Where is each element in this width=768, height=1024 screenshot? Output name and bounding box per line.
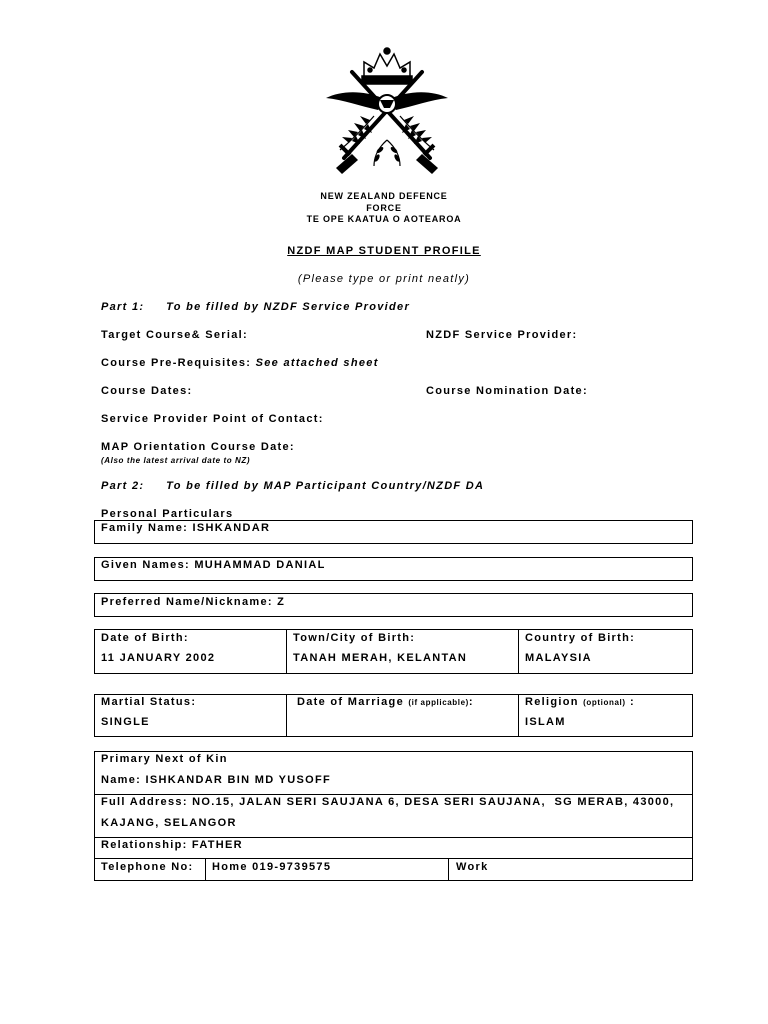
org-name-line3: TE OPE KAATUA O AOTEAROA (306, 214, 462, 224)
phone-divider-1 (205, 858, 206, 881)
kin-divider-2 (94, 837, 693, 838)
birth-table-divider-1 (286, 629, 287, 674)
part2-heading: Part 2: To be filled by MAP Participant Country/NZDF DA (101, 480, 485, 492)
given-names-field: Given Names: MUHAMMAD DANIAL (101, 559, 326, 571)
religion-value: ISLAM (525, 716, 566, 728)
family-name-field: Family Name: ISHKANDAR (101, 522, 271, 534)
religion-note: (optional) (583, 698, 626, 707)
service-provider-label: NZDF Service Provider: (426, 329, 578, 341)
marital-table-divider-2 (518, 694, 519, 737)
religion-colon: : (625, 696, 635, 708)
country-value: MALAYSIA (525, 652, 592, 664)
poc-label: Service Provider Point of Contact: (101, 413, 324, 425)
dob-value: 11 JANUARY 2002 (101, 652, 216, 664)
marriage-note: (if applicable) (408, 698, 469, 707)
org-name-line2: FORCE (366, 203, 402, 213)
form-title: NZDF MAP STUDENT PROFILE (287, 245, 481, 257)
religion-label: Religion (525, 696, 579, 708)
telephone-home: Home 019-9739575 (212, 861, 332, 873)
target-course-label: Target Course& Serial: (101, 329, 248, 341)
org-name-line1: NEW ZEALAND DEFENCE (320, 191, 448, 201)
dob-label: Date of Birth: (101, 632, 189, 644)
marriage-colon: : (468, 696, 474, 708)
personal-particulars-heading: Personal Particulars (101, 508, 234, 520)
marital-table-divider-1 (286, 694, 287, 737)
address-line1: Full Address: NO.15, JALAN SERI SAUJANA 6, DESA SERI SAUJANA, SG MERAB, 43000, (101, 796, 675, 808)
phone-divider-2 (448, 858, 449, 881)
town-label: Town/City of Birth: (293, 632, 416, 644)
nzdf-crest-logo (308, 40, 466, 180)
address-line2: KAJANG, SELANGOR (101, 817, 237, 829)
prereq-value: See attached sheet (255, 357, 379, 369)
telephone-work: Work (456, 861, 489, 873)
next-of-kin-heading: Primary Next of Kin (101, 753, 228, 765)
form-title-wrap (0, 245, 768, 257)
marriage-date-row (297, 696, 474, 708)
part1-heading: Part 1: To be filled by NZDF Service Provider (101, 301, 411, 313)
country-label: Country of Birth: (525, 632, 636, 644)
relationship: Relationship: FATHER (101, 839, 243, 851)
kin-divider-1 (94, 794, 693, 795)
marital-value: SINGLE (101, 716, 150, 728)
telephone-label: Telephone No: (101, 861, 194, 873)
birth-table-divider-2 (518, 629, 519, 674)
prereq-label: Course Pre-Requisites: (101, 357, 252, 369)
religion-row (525, 696, 635, 708)
marital-label: Martial Status: (101, 696, 197, 708)
course-dates-label: Course Dates: (101, 385, 193, 397)
prereq-row (101, 357, 379, 369)
preferred-name-field: Preferred Name/Nickname: Z (101, 596, 286, 608)
orientation-label: MAP Orientation Course Date: (101, 441, 295, 453)
kin-divider-3 (94, 858, 693, 859)
kin-name: Name: ISHKANDAR BIN MD YUSOFF (101, 774, 332, 786)
town-value: TANAH MERAH, KELANTAN (293, 652, 468, 664)
marriage-label: Date of Marriage (297, 696, 404, 708)
form-instruction: (Please type or print neatly) (297, 273, 471, 285)
nomination-date-label: Course Nomination Date: (426, 385, 588, 397)
orientation-note: (Also the latest arrival date to NZ) (101, 456, 251, 465)
